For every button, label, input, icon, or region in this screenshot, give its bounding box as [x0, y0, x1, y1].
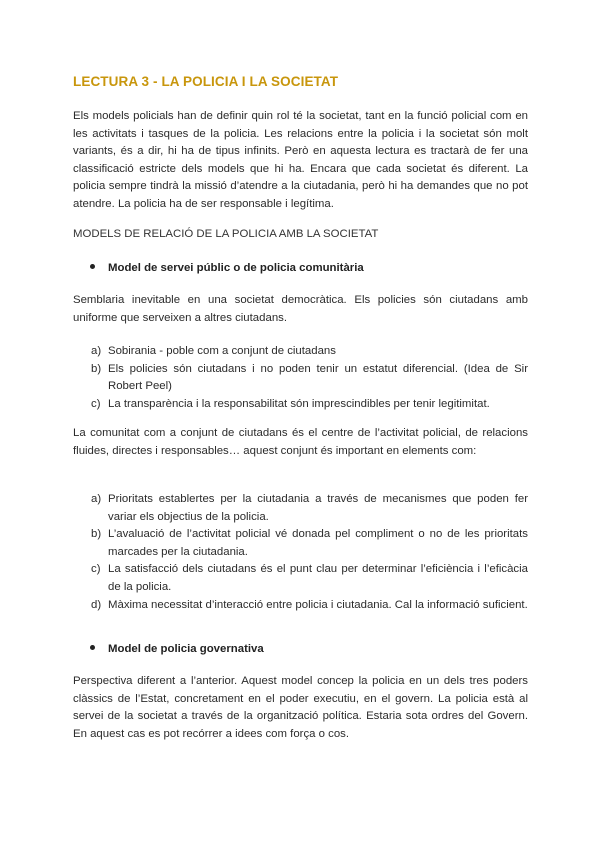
list-item: b) L’avaluació de l’activitat policial vé donada pel compliment o no de les prioritats marcades per la ciutadania. [91, 528, 528, 558]
model1-heading [90, 262, 364, 274]
bullet-icon [90, 645, 95, 650]
model1-paragraph-1: Semblaria inevitable en una societat democràtica. Els policies són ciutadans amb uniforme que serveixen a altres ciutadans. [73, 294, 528, 324]
page-title: LECTURA 3 - LA POLICIA I LA SOCIETAT [73, 74, 339, 89]
bullet-icon [90, 264, 95, 269]
list-item: c) La satisfacció dels ciutadans és el punt clau per determinar l’eficiència i l’eficàcia de la policia. [91, 563, 528, 593]
model1-list-2 [91, 491, 528, 614]
model2-paragraph-1: Perspectiva diferent a l’anterior. Aquest model concep la policia en un dels tres poders clàssics de l’Estat, concretament en el poder executiu, en el govern. La policia està al servei de la societat a través de la organització política. Estaria sota ordres del Govern. En aquest cas es pot recórrer a idees com força o cos. [73, 675, 528, 740]
section-heading: MODELS DE RELACIÓ DE LA POLICIA AMB LA SOCIETAT [73, 228, 379, 240]
model1-list-1 [91, 343, 528, 413]
list-item: b) Els policies són ciutadans i no poden tenir un estatut diferencial. (Idea de Sir Robert Peel) [91, 362, 528, 393]
list-item: d) Màxima necessitat d’interacció entre policia i ciutadania. Cal la informació suficient. [91, 598, 528, 611]
list-item: a) Sobirania - poble com a conjunt de ciutadans [91, 345, 336, 357]
model2-heading [90, 643, 264, 655]
model1-heading-text: Model de servei públic o de policia comunitària [108, 262, 364, 274]
intro-paragraph: Els models policials han de definir quin rol té la societat, tant en la funció policial com en les activitats i tasques de la policia. Les relacions entre la policia i la societat són molt variants, és a dir, hi ha de tipus infinits. Però en aquesta lectura es tractarà de fer una classificació estricte dels models que hi ha. Encara que cada societat és diferent. La policia sempre tindrà la missió d’atendre a la ciutadania, però hi ha demandes que no pot atendre. La policia ha de ser responsable i legítima. [73, 110, 528, 210]
model2-heading-text: Model de policia governativa [108, 643, 264, 655]
list-item: a) Prioritats establertes per la ciutadania a través de mecanismes que poden fer variar els objectius de la policia. [91, 493, 528, 523]
model1-paragraph-2: La comunitat com a conjunt de ciutadans és el centre de l’activitat policial, de relacions fluides, directes i responsables… aquest conjunt és important en elements com: [73, 427, 528, 457]
list-item: c) La transparència i la responsabilitat són imprescindibles per tenir legitimitat. [91, 397, 490, 410]
